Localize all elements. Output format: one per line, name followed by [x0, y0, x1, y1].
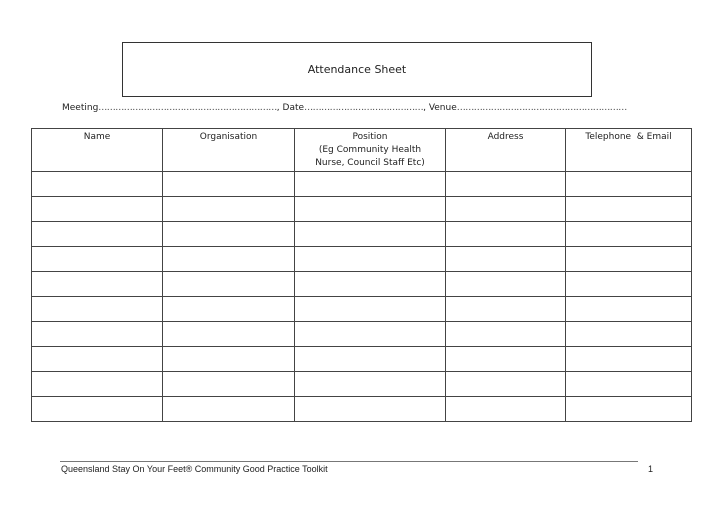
cell-telephone-email[interactable] [566, 272, 692, 297]
header-organisation [163, 129, 295, 172]
cell-position[interactable] [295, 222, 446, 247]
cell-name[interactable] [32, 172, 163, 197]
cell-address[interactable] [446, 322, 566, 347]
cell-telephone-email[interactable] [566, 397, 692, 422]
header-text: Organisation [199, 132, 258, 142]
table-row [32, 297, 692, 322]
cell-organisation[interactable] [163, 272, 295, 297]
cell-name[interactable] [32, 297, 163, 322]
cell-address[interactable] [446, 372, 566, 397]
cell-address[interactable] [446, 172, 566, 197]
cell-telephone-email[interactable] [566, 222, 692, 247]
cell-telephone-email[interactable] [566, 197, 692, 222]
header-text: Name [83, 132, 111, 142]
table-row [32, 172, 692, 197]
cell-address[interactable] [446, 197, 566, 222]
cell-name[interactable] [32, 222, 163, 247]
cell-position[interactable] [295, 172, 446, 197]
cell-position[interactable] [295, 372, 446, 397]
cell-address[interactable] [446, 297, 566, 322]
cell-name[interactable] [32, 272, 163, 297]
cell-name[interactable] [32, 372, 163, 397]
cell-position[interactable] [295, 322, 446, 347]
separator: , [276, 103, 280, 113]
page-number: 1 [648, 464, 654, 474]
table-row [32, 347, 692, 372]
footer-divider [60, 461, 638, 462]
cell-organisation[interactable] [163, 247, 295, 272]
header-name [32, 129, 163, 172]
cell-address[interactable] [446, 222, 566, 247]
cell-organisation[interactable] [163, 172, 295, 197]
meeting-field [62, 103, 277, 113]
table-row [32, 247, 692, 272]
attendance-table [31, 128, 692, 422]
cell-position[interactable] [295, 197, 446, 222]
cell-address[interactable] [446, 347, 566, 372]
header-subtext: (Eg Community Health [318, 145, 422, 155]
sheet-title: Attendance Sheet [307, 63, 407, 76]
date-field [283, 103, 424, 113]
table-row [32, 222, 692, 247]
cell-telephone-email[interactable] [566, 322, 692, 347]
cell-organisation[interactable] [163, 297, 295, 322]
venue-blank: …………………………………………………… [456, 103, 627, 113]
cell-address[interactable] [446, 247, 566, 272]
cell-telephone-email[interactable] [566, 347, 692, 372]
cell-name[interactable] [32, 322, 163, 347]
cell-organisation[interactable] [163, 222, 295, 247]
venue-label: Venue [428, 103, 457, 113]
cell-telephone-email[interactable] [566, 247, 692, 272]
title-box [122, 42, 592, 97]
cell-name[interactable] [32, 347, 163, 372]
cell-position[interactable] [295, 247, 446, 272]
cell-position[interactable] [295, 297, 446, 322]
header-text: Position [352, 132, 388, 142]
cell-organisation[interactable] [163, 397, 295, 422]
cell-organisation[interactable] [163, 322, 295, 347]
cell-organisation[interactable] [163, 197, 295, 222]
table-row [32, 397, 692, 422]
cell-organisation[interactable] [163, 347, 295, 372]
venue-field [429, 103, 627, 113]
cell-name[interactable] [32, 247, 163, 272]
header-position [295, 129, 446, 172]
meeting-blank: ……………………………………………………… [98, 103, 277, 113]
cell-position[interactable] [295, 347, 446, 372]
table-row [32, 197, 692, 222]
cell-name[interactable] [32, 197, 163, 222]
cell-address[interactable] [446, 272, 566, 297]
header-row [32, 129, 692, 172]
attendance-rows [32, 172, 692, 422]
date-blank: …………………………………… [304, 103, 424, 113]
header-subtext: Nurse, Council Staff Etc) [315, 158, 425, 168]
footer-text: Queensland Stay On Your Feet® Community Good Practice Toolkit [61, 464, 328, 474]
header-text: Telephone & Email [585, 132, 672, 142]
cell-position[interactable] [295, 272, 446, 297]
cell-telephone-email[interactable] [566, 372, 692, 397]
meeting-label: Meeting [62, 103, 99, 113]
separator: , [423, 103, 426, 113]
cell-telephone-email[interactable] [566, 297, 692, 322]
cell-address[interactable] [446, 397, 566, 422]
table-row [32, 322, 692, 347]
header-telephone-email [566, 129, 692, 172]
table-row [32, 272, 692, 297]
meeting-info-line [62, 103, 642, 117]
date-label: Date [282, 103, 305, 113]
header-address [446, 129, 566, 172]
cell-organisation[interactable] [163, 372, 295, 397]
header-text: Address [487, 132, 524, 142]
cell-telephone-email[interactable] [566, 172, 692, 197]
cell-name[interactable] [32, 397, 163, 422]
table-row [32, 372, 692, 397]
cell-position[interactable] [295, 397, 446, 422]
